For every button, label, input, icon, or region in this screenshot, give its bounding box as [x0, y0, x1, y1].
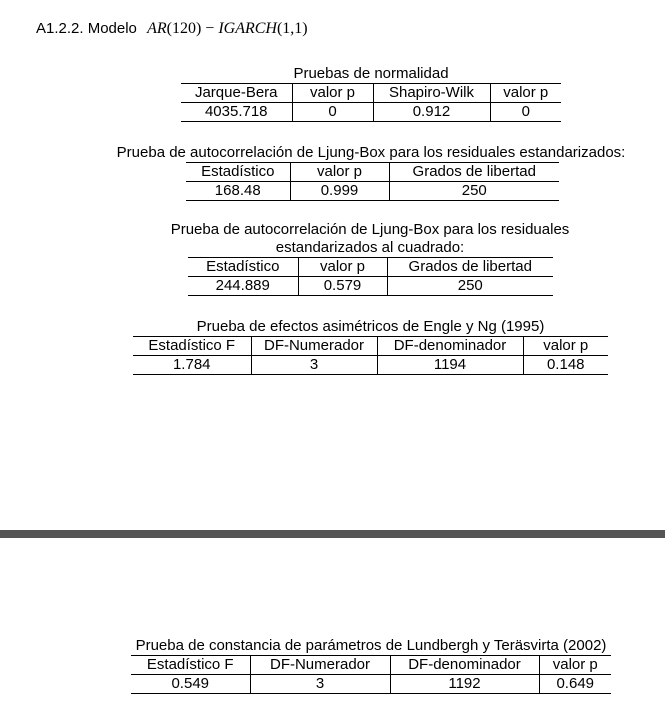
value-cell: 1.784: [172, 356, 211, 373]
table-row: [131, 675, 611, 694]
model-formula: [147, 20, 308, 37]
table-header-row: [133, 337, 608, 356]
normality-title: Pruebas de normalidad: [293, 65, 449, 82]
table-row: [181, 103, 561, 122]
header-cell: Jarque-Bera: [194, 84, 278, 101]
value-cell: 1194: [377, 356, 523, 375]
table-header-row: [131, 656, 611, 675]
ljung-box-squared-title-line1: Prueba de autocorrelación de Ljung-Box para los residuales: [170, 221, 570, 238]
header-cell: valor p: [290, 163, 389, 182]
lundbergh-block: [106, 637, 636, 694]
formula-igarch-arg: (1,1): [276, 20, 308, 37]
header-cell: Grados de libertad: [389, 163, 559, 182]
value-cell: 250: [387, 277, 553, 296]
normality-table: [181, 83, 561, 122]
table-header-row: [186, 163, 559, 182]
value-cell: 0: [292, 103, 373, 122]
engle-ng-title: Prueba de efectos asimétricos de Engle y Ng (1995): [196, 318, 545, 335]
value-cell: 1192: [390, 675, 539, 694]
page-divider: [0, 530, 665, 538]
header-cell: valor p: [298, 258, 387, 277]
lundbergh-title: Prueba de constancia de parámetros de Lundbergh y Teräsvirta (2002): [135, 637, 607, 654]
value-cell: 244.889: [215, 277, 270, 294]
value-cell: 250: [389, 182, 559, 201]
value-cell: 3: [251, 356, 377, 375]
header-cell: Estadístico: [201, 163, 275, 180]
header-cell: Estadístico: [206, 258, 280, 275]
lundbergh-table: [131, 655, 611, 694]
engle-ng-block: [133, 318, 608, 375]
header-cell: DF-denominador: [390, 656, 539, 675]
value-cell: 0.649: [539, 675, 611, 694]
header-cell: valor p: [490, 84, 561, 103]
header-cell: Estadístico F: [148, 337, 236, 354]
table-row: [188, 277, 553, 296]
formula-ar: AR: [147, 20, 167, 37]
ljung-box-squared-table: [188, 257, 553, 296]
formula-dash: −: [201, 20, 219, 37]
heading-label: A1.2.2. Modelo: [36, 20, 137, 37]
header-cell: valor p: [292, 84, 373, 103]
table-row: [186, 182, 559, 201]
ljung-box-title: Prueba de autocorrelación de Ljung-Box para los residuales estandarizados:: [116, 144, 626, 161]
header-cell: DF-denominador: [377, 337, 523, 356]
value-cell: 0.549: [171, 675, 210, 692]
engle-ng-table: [133, 336, 608, 375]
header-cell: Grados de libertad: [387, 258, 553, 277]
header-cell: valor p: [523, 337, 608, 356]
normality-block: [181, 65, 561, 122]
ljung-box-squared-block: [140, 221, 600, 296]
table-header-row: [181, 84, 561, 103]
header-cell: valor p: [539, 656, 611, 675]
value-cell: 3: [250, 675, 390, 694]
header-cell: Shapiro-Wilk: [373, 84, 490, 103]
formula-ar-arg: (120): [166, 20, 202, 37]
header-cell: Estadístico F: [146, 656, 234, 673]
value-cell: 0.999: [290, 182, 389, 201]
header-cell: DF-Numerador: [251, 337, 377, 356]
ljung-box-table: [186, 162, 559, 201]
value-cell: 0.148: [523, 356, 608, 375]
ljung-box-block: [86, 144, 656, 201]
formula-igarch: IGARCH: [218, 20, 277, 37]
header-cell: DF-Numerador: [250, 656, 390, 675]
table-row: [133, 356, 608, 375]
section-heading: [36, 20, 308, 38]
ljung-box-squared-title-line2: estandarizados al cuadrado:: [275, 239, 465, 256]
value-cell: 4035.718: [204, 103, 268, 120]
value-cell: 0.579: [298, 277, 387, 296]
value-cell: 0: [490, 103, 561, 122]
value-cell: 168.48: [214, 182, 261, 199]
table-header-row: [188, 258, 553, 277]
value-cell: 0.912: [373, 103, 490, 122]
